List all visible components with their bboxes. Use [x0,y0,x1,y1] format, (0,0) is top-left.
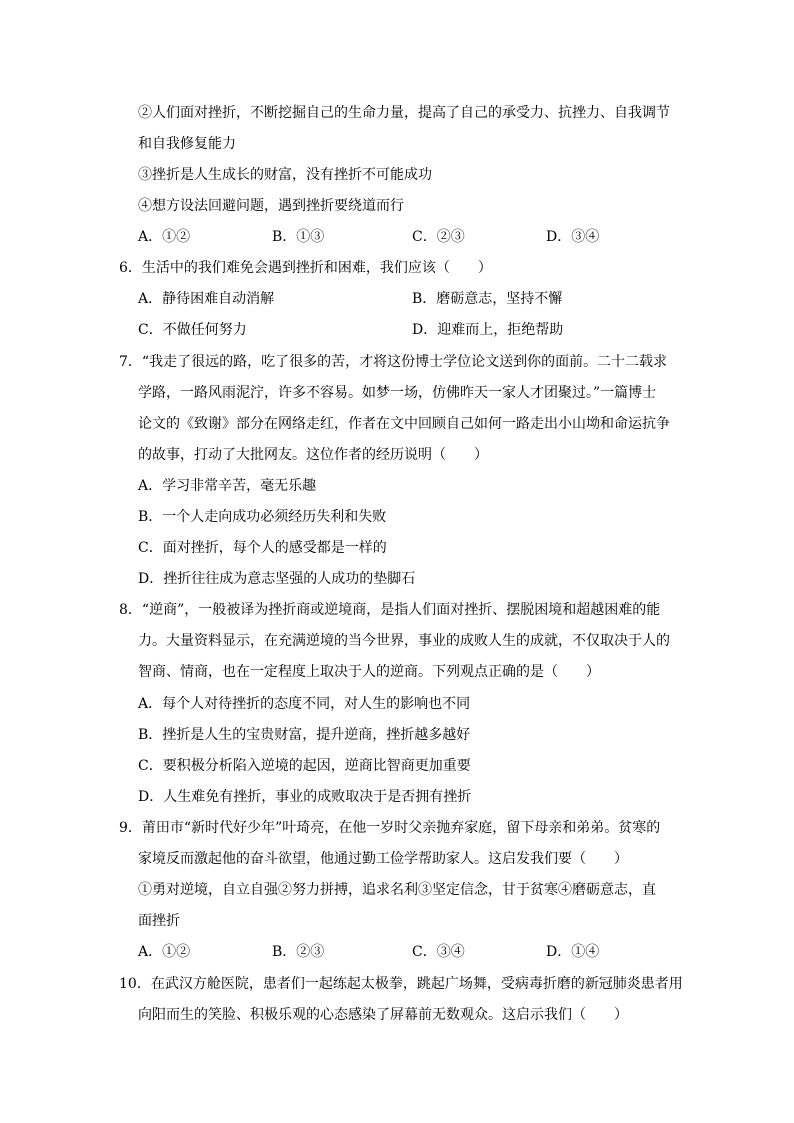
q8-option-d: D．人生难免有挫折，事业的成败取决于是否拥有挫折 [138,789,472,805]
q8-option-b: B．挫折是人生的宝贵财富，提升逆商，挫折越多越好 [138,727,471,743]
q5-statement-4: ④想方设法回避问题，遇到挫折要绕道而行 [138,198,404,214]
q7-option-b: B．一个人走向成功必须经历失利和失败 [138,509,387,525]
q9-option-c: C．③④ [412,944,465,960]
q9-option-a: A．①② [138,944,191,960]
q6-stem: 6．生活中的我们难免会遇到挫折和困难，我们应该（ ） [119,260,492,276]
q9-stem-line2: 家境反而激起他的奋斗欲望，他通过勤工俭学帮助家人。这启发我们要（ ） [138,851,628,867]
q9-statements-line1: ①勇对逆境，自立自强②努力拼搏，追求名利③坚定信念，甘于贫寒④磨砺意志，直 [138,882,656,898]
q8-option-a: A．每个人对待挫折的态度不同，对人生的影响也不同 [138,696,471,712]
q8-stem-line2: 力。大量资料显示，在充满逆境的当今世界，事业的成败人生的成就，不仅取决于人的 [138,633,670,649]
q10-stem-line2: 向阳而生的笑脸、积极乐观的心态感染了屏幕前无数观众。这启示我们（ ） [138,1007,628,1023]
q5-statement-3: ③挫折是人生成长的财富，没有挫折不可能成功 [138,167,432,183]
q8-stem-line3: 智商、情商，也在一定程度上取决于人的逆商。下列观点正确的是（ ） [138,664,600,680]
q8-stem-line1: 8．“逆商”，一般被译为挫折商或逆境商，是指人们面对挫折、摆脱困境和超越困难的能 [119,602,661,618]
q5-option-b: B．①③ [272,229,325,245]
q5-option-c: C．②③ [412,229,465,245]
q7-stem-line1: 7．“我走了很远的路，吃了很多的苦，才将这份博士学位论文送到你的面前。二十二载求 [119,354,668,370]
q8-option-c: C．要积极分析陷入逆境的起因，逆商比智商更加重要 [138,758,471,774]
q7-option-c: C．面对挫折，每个人的感受都是一样的 [138,540,387,556]
q6-option-a: A．静待困难自动消解 [138,291,275,307]
q5-statement-2-line1: ②人们面对挫折，不断挖掘自己的生命力量，提高了自己的承受力、抗挫力、自我调节 [138,105,670,121]
q9-option-d: D．①④ [546,944,600,960]
q5-statement-2-line2: 和自我修复能力 [138,136,236,152]
q7-option-d: D．挫折往往成为意志坚强的人成功的垫脚石 [138,571,416,587]
q6-option-b: B．磨砺意志，坚持不懈 [412,291,563,307]
q9-stem-line1: 9．莆田市“新时代好少年”叶琦亮，在他一岁时父亲抛弃家庭，留下母亲和弟弟。贫寒的 [119,820,661,836]
q9-option-b: B．②③ [272,944,325,960]
q7-stem-line2: 学路，一路风雨泥泞，许多不容易。如梦一场，仿佛昨天一家人才团聚过。”一篇博士 [138,385,657,401]
q10-stem-line1: 10．在武汉方舱医院，患者们一起练起太极拳，跳起广场舞，受病毒折磨的新冠肺炎患者用 [119,976,683,992]
q7-stem-line4: 的故事，打动了大批网友。这位作者的经历说明（ ） [138,447,488,463]
q6-option-d: D．迎难而上，拒绝帮助 [412,322,564,338]
q5-option-a: A．①② [138,229,191,245]
q7-stem-line3: 论文的《致谢》部分在网络走红，作者在文中回顾自己如何一路走出小山坳和命运抗争 [138,416,670,432]
q6-option-c: C．不做任何努力 [138,322,247,338]
q7-option-a: A．学习非常辛苦，毫无乐趣 [138,478,317,494]
q5-option-d: D．③④ [546,229,600,245]
q9-statements-line2: 面挫折 [138,913,180,929]
